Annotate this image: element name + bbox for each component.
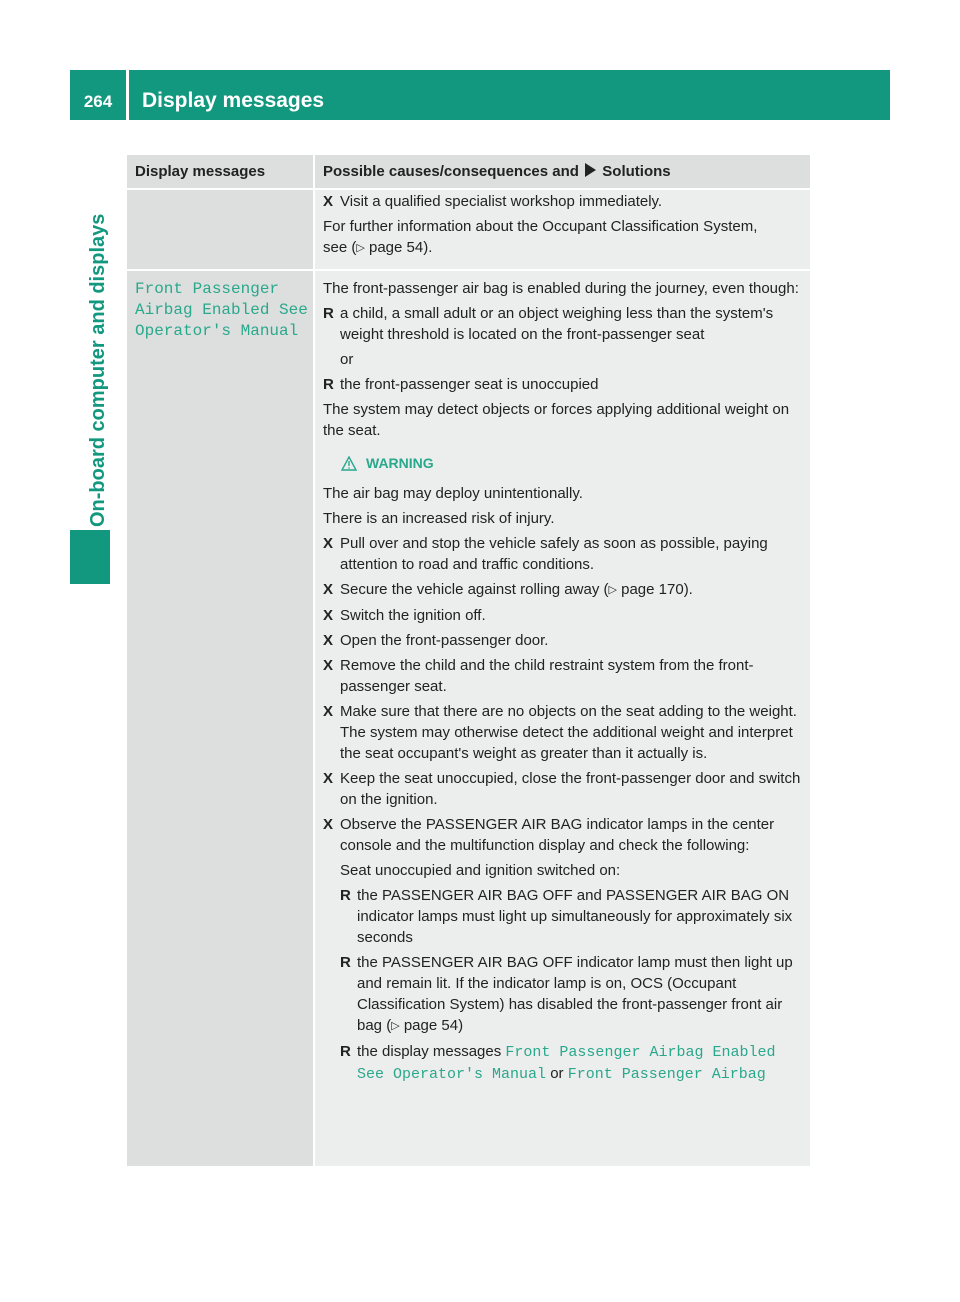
column-header-solutions-text: Solutions [602,163,671,180]
step-text: Remove the child and the child restraint system from the front-passenger seat. [340,657,754,695]
bullet-item [323,374,805,395]
or-text: or [550,1065,564,1082]
step-item [323,768,805,810]
header-divider [127,188,810,190]
warning-label: WARNING [366,455,434,471]
step-arrow-icon: X [323,657,334,674]
sub-bullet-text: the PASSENGER AIR BAG OFF indicator lamp must then light up and remain lit. If the indicator lamp is on, OCS (Occupant Classification System) has disabled the front-passenger front air bag ( [357,954,793,1034]
step-text: Open the front-passenger door. [340,632,549,649]
step-note: The system may otherwise detect the additional weight and interpret the seat occupant's weight as greater than it actually is. [340,724,793,762]
step-text: Observe the PASSENGER AIR BAG indicator lamps in the center console and the multifunction display and check the following: [340,816,775,854]
step-item [323,533,805,575]
intro-text: The front-passenger air bag is enabled during the journey, even though: [323,280,799,297]
step-item [323,191,805,212]
step-arrow-icon: X [323,607,334,624]
step-text: Switch the ignition off. [340,607,486,624]
detect-text: The system may detect objects or forces applying additional weight on the seat. [323,401,790,439]
page-number: 264 [83,92,113,111]
page-title: Display messages [142,89,325,112]
message-line2: Airbag Enabled See [135,301,308,319]
bullet-item [323,303,805,345]
step-subheading: Seat unoccupied and ignition switched on: [340,862,621,879]
row-divider [127,269,810,271]
step-item [323,605,805,626]
step-text: Visit a qualified specialist workshop immediately. [340,193,663,210]
column-header-messages: Display messages [135,163,266,180]
column-header-causes-text: Possible causes/consequences and [323,163,579,180]
step-text: Make sure that there are no objects on the seat adding to the weight. [340,703,797,720]
arrow-right-icon [585,163,596,177]
display-message-ref: See Operator's Manual [357,1066,547,1083]
display-message-ref: Front Passenger Airbag [567,1066,766,1083]
step-arrow-icon: X [323,703,334,720]
side-tab-block [70,530,110,584]
sub-bullet-text: the display messages [357,1043,502,1060]
warning-heading [341,453,805,474]
page-ref-icon: ▷ [391,1020,400,1032]
display-message-ref: Front Passenger Airbag Enabled [505,1044,776,1061]
bullet-text: a child, a small adult or an object weighing less than the system's weight threshold is located on the front-passenger seat [340,305,774,343]
side-tab-label: On-board computer and displays [87,213,109,527]
sub-bullet-item [340,1041,805,1085]
page-ref-icon: ▷ [356,242,365,254]
step-arrow-icon: X [323,581,334,598]
message-line3: Operator's Manual [135,322,299,340]
warning-text: There is an increased risk of injury. [323,510,555,527]
step-arrow-icon: X [323,632,334,649]
page-link[interactable]: page 170). [621,581,693,598]
display-messages-table [127,155,810,1166]
step-item [323,579,805,601]
step-text: Secure the vehicle against rolling away ( [340,581,609,598]
step-arrow-icon: X [323,535,334,552]
step-arrow-icon: X [323,816,334,833]
step-arrow-icon: X [323,770,334,787]
bullet-icon: R [340,887,351,904]
sub-bullet-text: the PASSENGER AIR BAG OFF and PASSENGER AIR BAG ON indicator lamps must light up simultaneously for approximately six seconds [357,887,793,946]
bullet-text: the front-passenger seat is unoccupied [340,376,599,393]
sub-bullet-item [340,952,805,1037]
page-link[interactable]: page 54) [403,1017,464,1034]
info-paragraph [323,216,805,259]
page-link[interactable]: page 54). [369,239,433,256]
bullet-icon: R [340,954,351,971]
info-line2-pre: see ( [323,239,357,256]
step-item [323,814,805,856]
message-line1: Front Passenger [135,280,280,298]
bullet-icon: R [323,305,334,322]
row1-solutions [323,191,805,263]
step-item [323,701,805,764]
step-arrow-icon: X [323,193,334,210]
step-text: Pull over and stop the vehicle safely as soon as possible, paying attention to road and traffic conditions. [340,535,768,573]
bullet-icon: R [323,376,334,393]
warning-text: The air bag may deploy unintentionally. [323,485,583,502]
row2-message [135,279,308,342]
step-item [323,655,805,697]
info-line1: For further information about the Occupant Classification System, [323,218,758,235]
step-item [323,630,805,651]
page-ref-icon: ▷ [608,584,617,596]
sub-bullet-item [340,885,805,948]
step-text: Keep the seat unoccupied, close the front-passenger door and switch on the ignition. [340,770,801,808]
warning-triangle-icon [341,456,357,471]
column-header-causes [323,163,671,180]
header-separator [126,70,129,120]
bullet-icon: R [340,1043,351,1060]
row2-solutions [323,278,805,1089]
or-text: or [340,351,354,368]
